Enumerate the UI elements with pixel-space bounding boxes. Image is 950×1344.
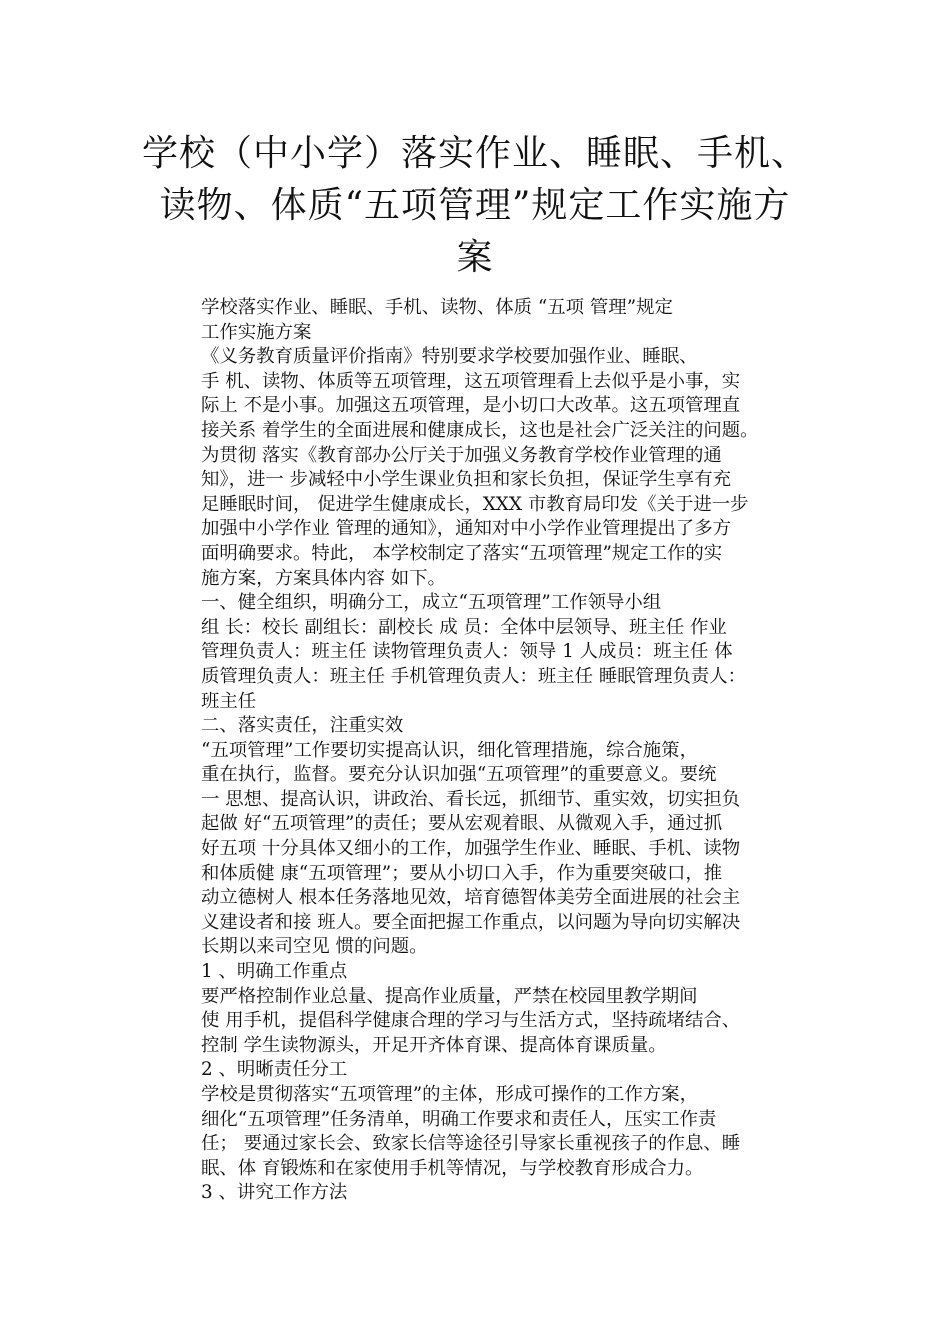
text-line: 和体质健 康“五项管理”；要从小切口入手，作为重要突破口，推 bbox=[201, 862, 723, 884]
title-line: 案 bbox=[456, 237, 494, 278]
text-line: 学校落实作业、睡眠、手机、读物、体质 “五项 管理”规定 bbox=[201, 297, 673, 318]
paragraph bbox=[145, 960, 815, 985]
document-body bbox=[145, 296, 815, 1206]
text-line: 一 思想、提高认识，讲政治、看长远，抓细节、重实效，切实担负 bbox=[201, 788, 741, 810]
text-line: 际上 不是小事。加强这五项管理，是小切口大改革。这五项管理直 bbox=[201, 395, 741, 417]
text-line: 2 、明晰责任分工 bbox=[201, 1059, 348, 1081]
text-line: 一、健全组织，明确分工，成立“五项管理”工作领导小组 bbox=[201, 592, 662, 614]
title-line: 学校（中小学）落实作业、睡眠、手机、 bbox=[141, 133, 808, 174]
text-line: 手 机、读物、体质等五项管理，这五项管理看上去似乎是小事，实 bbox=[201, 370, 741, 392]
paragraph bbox=[145, 739, 815, 960]
text-line: 加强中小学作业 管理的通知》，通知对中小学作业管理提出了多方 bbox=[201, 518, 731, 540]
text-line: 面明确要求。特此， 本学校制定了落实“五项管理”规定工作的实 bbox=[201, 542, 723, 564]
text-line: 1 、明确工作重点 bbox=[201, 961, 348, 983]
text-line: 学校是贯彻落实“五项管理”的主体，形成可操作的工作方案， bbox=[201, 1084, 698, 1105]
text-line: 眠、体 育锻炼和在家使用手机等情况，与学校教育形成合力。 bbox=[201, 1157, 704, 1179]
paragraph bbox=[145, 296, 815, 345]
text-line: 重在执行，监督。要充分认识加强“五项管理”的重要意义。要统 bbox=[201, 764, 717, 786]
text-line: 义建设者和接 班人。要全面把握工作重点，以问题为导向切实解决 bbox=[201, 911, 741, 933]
text-line: 细化“五项管理”任务清单，明确工作要求和责任人，压实工作责 bbox=[201, 1108, 717, 1130]
text-line: 知》，进一 步减轻中小学生课业负担和家长负担，保证学生享有充 bbox=[201, 469, 731, 491]
text-line: 《义务教育质量评价指南》特别要求学校要加强作业、睡眠、 bbox=[201, 346, 698, 368]
paragraph bbox=[145, 985, 815, 1059]
text-line: 要严格控制作业总量、提高作业质量，严禁在校园里教学期间 bbox=[201, 985, 698, 1007]
document-title bbox=[120, 128, 830, 284]
text-line: 动立德树人 根本任务落地见效，培育德智体美劳全面进展的社会主 bbox=[201, 887, 741, 909]
text-line: 二、落实责任，注重实效 bbox=[201, 715, 404, 737]
paragraph bbox=[145, 1058, 815, 1083]
paragraph bbox=[145, 345, 815, 591]
paragraph bbox=[145, 1083, 815, 1181]
text-line: 质管理负责人：班主任 手机管理负责人：班主任 睡眠管理负责人： bbox=[201, 665, 747, 687]
text-line: 3 、讲究工作方法 bbox=[201, 1182, 348, 1204]
text-line: 足睡眠时间， 促进学生健康成长，XXX 市教育局印发《关于进一步 bbox=[201, 493, 749, 515]
text-line: 为贯彻 落实《教育部办公厅关于加强义务教育学校作业管理的通 bbox=[201, 444, 722, 466]
text-line: 工作实施方案 bbox=[201, 321, 312, 343]
text-line: 好五项 十分具体又细小的工作，加强学生作业、睡眠、手机、读物 bbox=[201, 838, 741, 860]
text-line: 起做 好“五项管理”的责任；要从宏观着眼、从微观入手，通过抓 bbox=[201, 813, 723, 835]
text-line: 接关系 着学生的全面进展和健康成长，这也是社会广泛关注的问题。 bbox=[201, 419, 759, 441]
text-line: 组 长：校长 副组长：副校长 成 员：全体中层领导、班主任 作业 bbox=[201, 616, 727, 638]
title-line: 读物、体质“五项管理”规定工作实施方 bbox=[159, 185, 791, 226]
paragraph bbox=[145, 1181, 815, 1206]
text-line: 管理负责人：班主任 读物管理负责人：领导 1 人成员：班主任 体 bbox=[201, 641, 733, 663]
text-line: 任； 要通过家长会、致家长信等途径引导家长重视孩子的作息、睡 bbox=[201, 1133, 741, 1155]
text-line: 长期以来司空见 惯的问题。 bbox=[201, 936, 428, 958]
text-line: 使 用手机，提倡科学健康合理的学习与生活方式，坚持疏堵结合、 bbox=[201, 1010, 741, 1032]
paragraph bbox=[145, 714, 815, 739]
text-line: 施方案，方案具体内容 如下。 bbox=[201, 567, 446, 589]
text-line: “五项管理”工作要切实提高认识，细化管理措施，综合施策， bbox=[201, 739, 698, 761]
paragraph bbox=[145, 591, 815, 714]
text-line: 班主任 bbox=[201, 690, 257, 712]
text-line: 控制 学生读物源头，开足开齐体育课、提高体育课质量。 bbox=[201, 1034, 667, 1056]
